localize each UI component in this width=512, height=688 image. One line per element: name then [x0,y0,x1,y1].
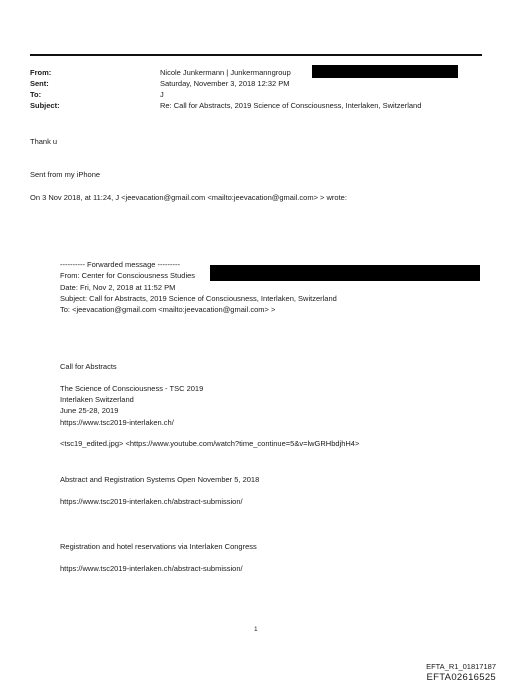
subject-label: Subject: [30,101,60,110]
abstract-url: https://www.tsc2019-interlaken.ch/abstract-submission/ [60,497,243,506]
conference-place: Interlaken Switzerland [60,395,134,404]
quote-intro: On 3 Nov 2018, at 11:24, J <jeevacation@gmail.com <mailto:jeevacation@gmail.com> > wrote: [30,193,347,202]
bates-number-1: EFTA_R1_01817187 [426,662,496,671]
conference-name: The Science of Consciousness - TSC 2019 [60,384,204,393]
sent-label: Sent: [30,79,49,88]
forwarded-marker: ---------- Forwarded message --------- [60,260,180,269]
registration-url: https://www.tsc2019-interlaken.ch/abstract-submission/ [60,564,243,573]
sent-value: Saturday, November 3, 2018 12:32 PM [160,79,290,88]
conference-url: https://www.tsc2019-interlaken.ch/ [60,418,174,427]
from-value: Nicole Junkermann | Junkermanngroup [160,68,291,77]
forwarded-to: To: <jeevacation@gmail.com <mailto:jeevacation@gmail.com> > [60,305,276,314]
header-rule [30,54,482,56]
reply-text: Thank u [30,137,58,146]
from-label: From: [30,68,52,77]
subject-value: Re: Call for Abstracts, 2019 Science of Consciousness, Interlaken, Switzerland [160,101,422,110]
registration-text: Registration and hotel reservations via Interlaken Congress [60,542,257,551]
signature-text: Sent from my iPhone [30,170,101,179]
conference-dates: June 25-28, 2019 [60,406,119,415]
redaction-from [312,65,458,78]
forwarded-subject: Subject: Call for Abstracts, 2019 Science of Consciousness, Interlaken, Switzerland [60,294,337,303]
bates-number-2: EFTA02616525 [426,672,496,683]
to-value: J [160,90,164,99]
forwarded-date: Date: Fri, Nov 2, 2018 at 11:52 PM [60,283,176,292]
abstract-open-text: Abstract and Registration Systems Open November 5, 2018 [60,475,260,484]
forwarded-from: From: Center for Consciousness Studies [60,271,196,280]
page-number: 1 [254,626,258,633]
to-label: To: [30,90,42,99]
media-line: <tsc19_edited.jpg> <https://www.youtube.com/watch?time_continue=5&v=lwGRHbdjhH4> [60,439,360,448]
redaction-forwarded-from [210,265,480,281]
call-heading: Call for Abstracts [60,362,117,371]
